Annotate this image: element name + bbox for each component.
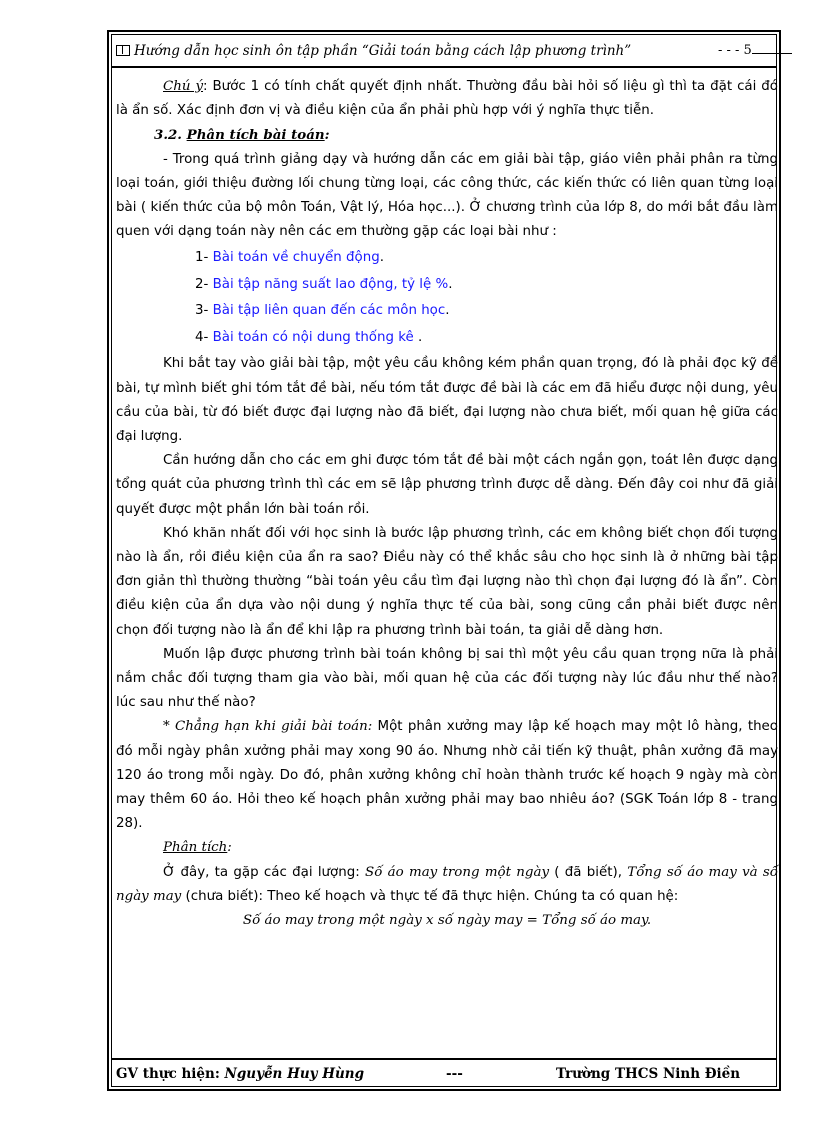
page-footer [116,1064,778,1086]
list-item-number: 3- [195,303,213,319]
header-title: Hướng dẫn học sinh ôn tập phần “Giải toán bằng cách lập phương trình” [134,43,632,59]
formula: Số áo may trong một ngày x số ngày may = Tổng số áo may. [242,913,652,929]
paragraph-1: - Trong quá trình giảng dạy và hướng dẫn các em giải bài tập, giáo viên phải phân ra từng loại toán, giới thiệu đường lối chung từng loại, các công thức, các kiến thức có liên quan từng loại bài ( kiến thức của bộ môn Toán, Vật lý, Hóa học...). Ở chương trình của lớp 8, do mới bắt đầu làm quen với dạng toán này nên các em thường gặp các loại bài như : [116,151,778,240]
analysis-part-1: Ở đây, ta gặp các đại lượng: [163,864,366,880]
teacher-name: Nguyễn Huy Hùng [224,1066,365,1082]
footer-rule [111,1058,777,1060]
section-title: Phân tích bài toán [186,127,325,144]
school-name: Trường THCS Ninh Điền [556,1066,741,1082]
footer-teacher [116,1066,364,1082]
list-item-text[interactable]: Bài toán có nội dung thống kê [212,329,414,345]
section-heading [154,123,778,147]
list-item-text[interactable]: Bài toán về chuyển động [212,250,380,266]
analysis-colon: : [227,840,232,856]
list-item-number: 2- [195,276,213,292]
list-item [195,298,778,325]
problem-type-list [195,245,778,351]
book-icon [116,45,130,56]
page-dashes: - - - [718,43,740,58]
page-number-underline [752,53,792,54]
header-title-wrap [116,43,631,59]
list-item [195,272,778,299]
list-item-number: 4- [195,329,213,345]
list-item [195,325,778,352]
note-label: Chú ý [163,79,204,94]
header-rule [111,66,777,68]
section-colon: : [324,127,330,144]
analysis-part-3: (chưa biết): Theo kế hoạch và thực tế đã thực hiện. Chúng ta có quan hệ: [181,888,679,904]
paragraph-5: Muốn lập được phương trình bài toán không bị sai thì một yêu cầu quan trọng nữa là phải nắm chắc đối tượng tham gia vào bài, mối quan hệ của các đối tượng này lúc đầu như thế nào? lúc sau như thế nào? [116,646,778,711]
footer-dash: --- [446,1066,463,1082]
list-item-tail: . [448,276,453,292]
paragraph-2: Khi bắt tay vào giải bài tập, một yêu cầu không kém phần quan trọng, đó là phải đọc kỹ đề bài, tự mình biết ghi tóm tắt đề bài, nếu tóm tắt được đề bài là các em đã hiểu được nội dung, yêu cầu của bài, từ đó biết được đại lượng nào đã biết, đại lượng nào chưa biết, mối quan hệ giữa các đại lượng. [116,356,778,445]
list-item-text[interactable]: Bài tập năng suất lao động, tỷ lệ % [212,276,449,292]
page-number: 5 [743,43,752,58]
paragraph-3: Cần hướng dẫn cho các em ghi được tóm tắt đề bài một cách ngắn gọn, toát lên được dạng tổng quát của phương trình thì các em sẽ lập phương trình được dễ dàng. Đến đây coi như đã giải quyết được một phần lớn bài toán rồi. [116,453,778,517]
note-paragraph [116,75,778,123]
footer-gv-label: GV thực hiện: [116,1066,225,1082]
list-item-number: 1- [195,250,213,266]
page-header [116,40,780,66]
analysis-heading [116,836,778,860]
list-item-tail: . [445,303,450,319]
example-text: Một phân xưởng may lập kế hoạch may một lô hàng, theo đó mỗi ngày phân xưởng phải may xong 90 áo. Nhưng nhờ cải tiến kỹ thuật, phân xưởng đã may 120 áo trong mỗi ngày. Do đó, phân xưởng không chỉ hoàn thành trước kế hoạch 9 ngày mà còn may thêm 60 áo. Hỏi theo kế hoạch phân xưởng phải may bao nhiêu áo? (SGK Toán lớp 8 - trang 28). [116,719,778,832]
paragraph-4: Khó khăn nhất đối với học sinh là bước lập phương trình, các em không biết chọn đối tượng nào là ẩn, rồi điều kiện của ẩn ra sao? Điều này có thể khắc sâu cho học sinh là ở những bài tập đơn giản thì thường thường “bài toán yêu cầu tìm đại lượng nào thì chọn đại lượng đó là ẩn”. Còn điều kiện của ẩn dựa vào nội dung ý nghĩa thực tế của bài, song cũng cần phải biết được nên chọn đối tượng nào là ẩn để khi lập ra phương trình bài toán, ta giải dễ dàng hơn. [116,525,778,638]
list-item-text[interactable]: Bài tập liên quan đến các môn học [212,303,446,319]
note-text: : Bước 1 có tính chất quyết định nhất. Thường đầu bài hỏi số liệu gì thì ta đặt cái đó là ẩn số. Xác định đơn vị và điều kiện của ẩn phải phù hợp với ý nghĩa thực tiễn. [116,79,778,119]
analysis-paragraph [116,861,778,909]
analysis-quantity-2: Tổng số áo may và số ngày may [116,864,778,904]
list-item-tail: . [379,250,384,266]
example-paragraph [116,715,778,836]
analysis-label: Phân tích [163,840,228,856]
analysis-quantity-1: Số áo may trong một ngày [365,864,550,880]
analysis-part-2: ( đã biết), [549,864,628,880]
page-content [116,75,778,933]
list-item [195,245,778,272]
example-label: * Chẳng hạn khi giải bài toán: [163,719,373,735]
list-item-tail: . [413,329,423,345]
page-number-wrap [718,43,792,58]
section-number: 3.2. [154,127,187,144]
